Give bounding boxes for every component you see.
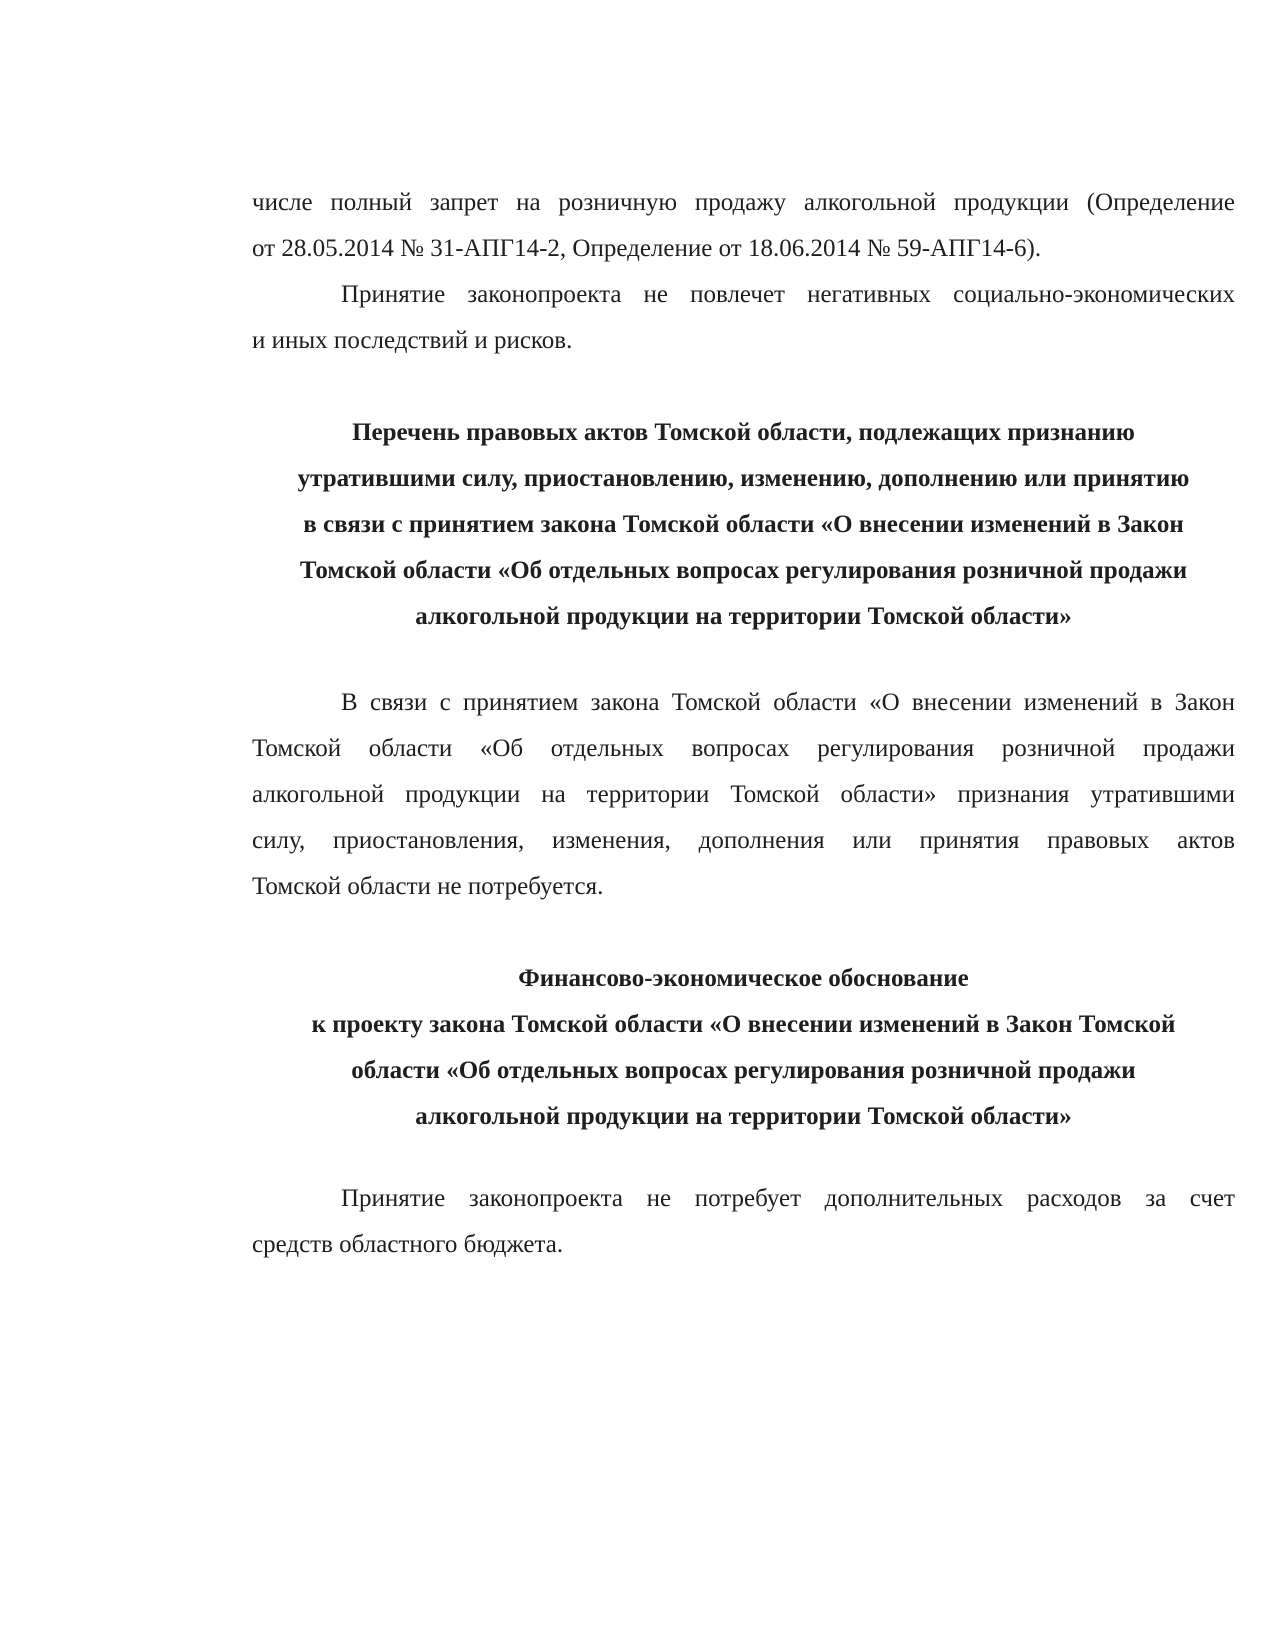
paragraph-line: числе полный запрет на розничную продажу алкогольной продукции (Определение	[252, 189, 1235, 216]
heading-financial-justification	[252, 956, 1235, 1140]
paragraph-line: В связи с принятием закона Томской области «О внесении изменений в Закон	[341, 689, 1235, 716]
heading-line: к проекту закона Томской области «О внесении изменений в Закон Томской	[311, 1011, 1176, 1038]
paragraph-line: и иных последствий и рисков.	[252, 327, 573, 354]
paragraph-line: силу, приостановления, изменения, дополнения или принятия правовых актов	[252, 827, 1235, 854]
heading-line: Томской области «Об отдельных вопросах регулирования розничной продажи	[299, 557, 1188, 584]
heading-line: утратившими силу, приостановлению, изменению, дополнению или принятию	[297, 465, 1190, 492]
paragraph-line: средств областного бюджета.	[252, 1231, 564, 1258]
heading-line: области «Об отдельных вопросах регулирования розничной продажи	[351, 1057, 1136, 1084]
heading-line: алкогольной продукции на территории Томской области»	[415, 1103, 1072, 1130]
paragraph-line: алкогольной продукции на территории Томской области» признания утратившими	[252, 781, 1235, 808]
paragraph-line: от 28.05.2014 № 31-АПГ14-2, Определение от 18.06.2014 № 59-АПГ14-6).	[252, 235, 1042, 262]
paragraph-line: Томской области «Об отдельных вопросах регулирования розничной продажи	[252, 735, 1235, 762]
paragraph-line: Принятие законопроекта не потребует дополнительных расходов за счет	[341, 1185, 1235, 1212]
paragraph-line: Принятие законопроекта не повлечет негативных социально-экономических	[341, 281, 1235, 308]
paragraph-consequences	[252, 272, 1235, 364]
paragraph-continuation	[252, 180, 1235, 272]
paragraph-line: Томской области не потребуется.	[252, 873, 604, 900]
heading-legal-acts-list	[252, 410, 1235, 640]
heading-line: Финансово-экономическое обоснование	[518, 965, 969, 992]
heading-line: алкогольной продукции на территории Томской области»	[415, 603, 1072, 630]
paragraph-legal-acts	[252, 680, 1235, 910]
paragraph-budget	[252, 1176, 1235, 1268]
heading-line: Перечень правовых актов Томской области, подлежащих признанию	[352, 419, 1135, 446]
heading-line: в связи с принятием закона Томской области «О внесении изменений в Закон	[303, 511, 1184, 538]
